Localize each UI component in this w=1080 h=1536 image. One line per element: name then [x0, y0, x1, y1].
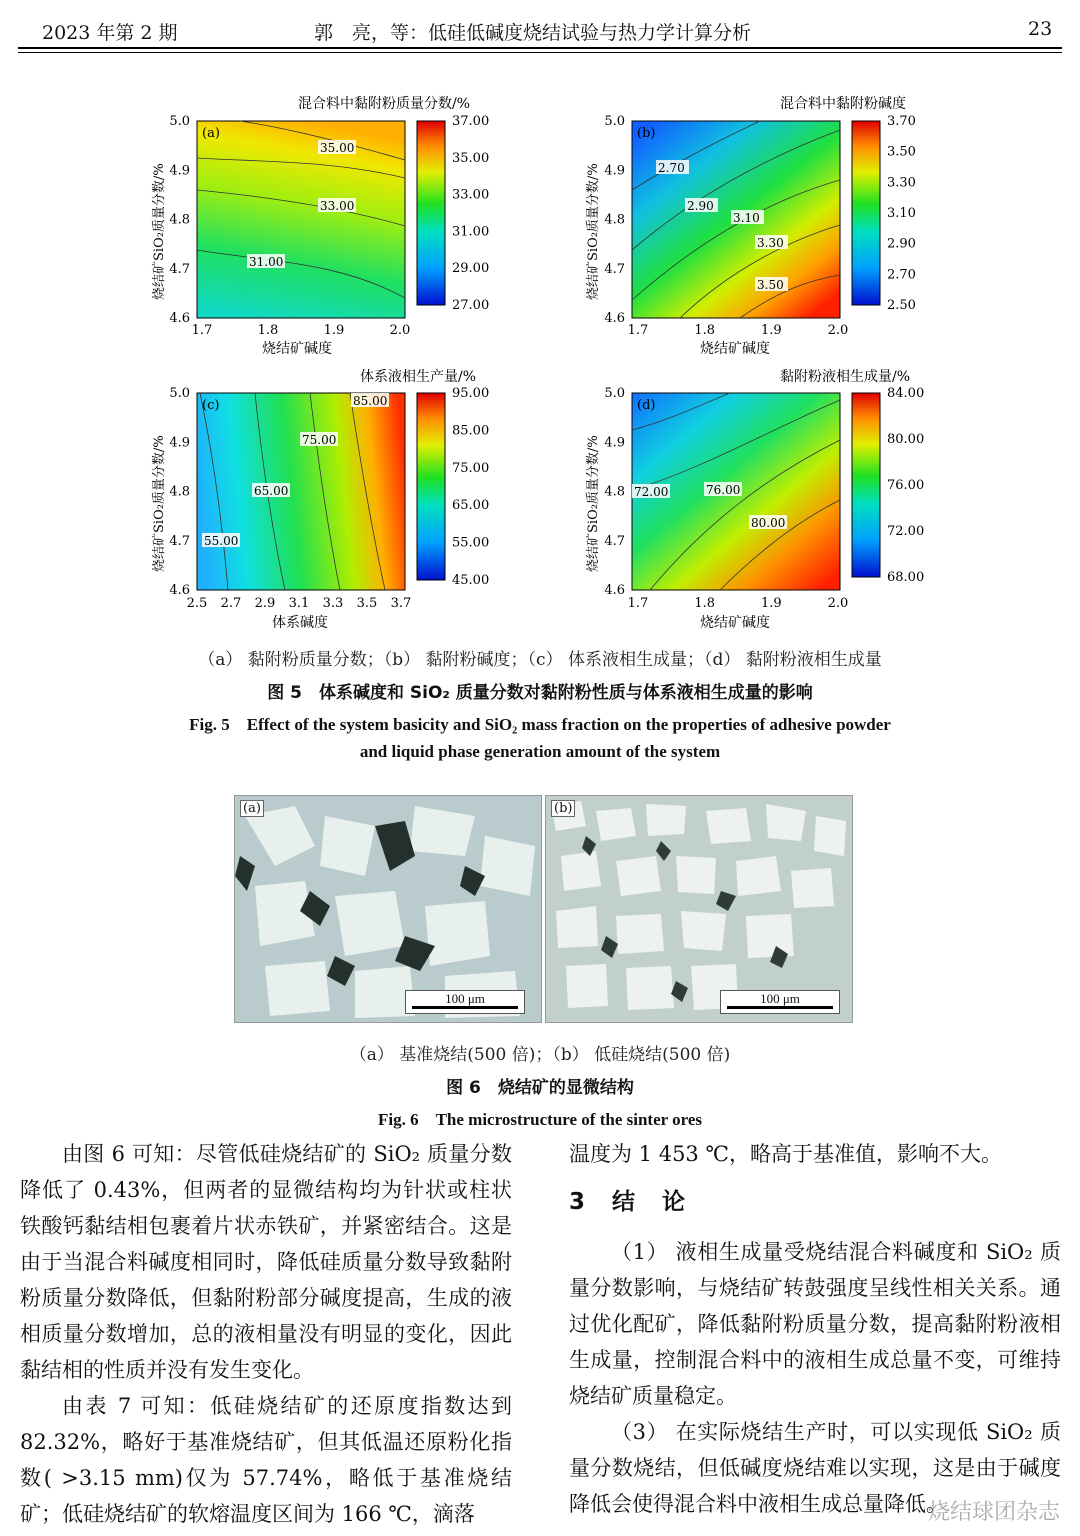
colorbar-tick-label: 3.30 [887, 175, 916, 191]
scale-bar-b [720, 990, 840, 1014]
y-tick-label: 4.6 [169, 311, 190, 326]
figure-5-contour-panels [0, 88, 1080, 728]
micrograph-b-tag: (b) [551, 800, 575, 817]
x-tick-label: 2.0 [827, 596, 849, 611]
scale-bar-b-label: 100 μm [760, 991, 800, 1006]
colorbar-tick-label: 3.10 [887, 206, 916, 221]
panel-c-label: 65.00 [254, 484, 289, 498]
watermark: 烧结球团杂志 [927, 1500, 1060, 1525]
y-tick-label: 4.8 [169, 484, 190, 500]
x-tick-label: 2.9 [254, 596, 276, 611]
y-tick-label: 4.9 [604, 435, 625, 451]
header-page-number: 23 [1028, 18, 1053, 40]
header-issue: 2023 年第 2 期 [42, 22, 178, 44]
colorbar-tick-label: 31.00 [452, 224, 490, 240]
panel-d-ylabel: 烧结矿SiO₂质量分数/% [586, 435, 601, 572]
y-tick-label: 4.9 [169, 163, 190, 179]
header-title: 郭 亮，等：低硅低碱度烧结试验与热力学计算分析 [314, 22, 752, 44]
colorbar-tick-label: 2.70 [887, 267, 916, 283]
panel-a-label: 35.00 [320, 141, 355, 155]
y-tick-label: 4.8 [169, 212, 190, 228]
panel-a-plot [197, 121, 405, 318]
colorbar-tick-label: 2.50 [887, 298, 916, 313]
panel-a-title: 混合料中黏附粉质量分数/% [298, 96, 471, 112]
colorbar-tick-label: 95.00 [452, 386, 490, 401]
panel-c-label: 55.00 [204, 534, 239, 548]
y-tick-label: 4.9 [169, 435, 190, 451]
y-tick-label: 4.6 [604, 311, 625, 326]
colorbar-tick-label: 29.00 [452, 261, 490, 277]
y-tick-label: 4.7 [169, 261, 190, 277]
panel-b-label: 2.70 [658, 161, 685, 175]
colorbar-tick-label: 33.00 [452, 187, 490, 203]
y-tick-label: 5.0 [169, 114, 190, 129]
panel-c-tag: (c) [202, 398, 220, 413]
y-tick-label: 5.0 [604, 114, 625, 129]
y-tick-label: 5.0 [169, 386, 190, 401]
panel-b [585, 95, 916, 357]
panel-a-ylabel: 烧结矿SiO₂质量分数/% [152, 163, 167, 300]
x-tick-label: 1.7 [191, 323, 213, 338]
y-tick-label: 4.8 [604, 484, 625, 500]
y-tick-label: 5.0 [604, 386, 625, 401]
y-tick-label: 4.7 [169, 533, 190, 549]
y-tick-label: 4.7 [604, 533, 625, 549]
fig5-caption-cn: 图 5 体系碱度和 SiO₂ 质量分数对黏附粉性质与体系液相生成量的影响 [267, 683, 813, 703]
x-tick-label: 1.9 [760, 323, 782, 338]
panel-b-title: 混合料中黏附粉碱度 [780, 96, 906, 112]
paragraph: 温度为 1 453 ℃，略高于基准值，影响不大。 [569, 1142, 1002, 1166]
panel-c-plot [197, 393, 405, 590]
fig5-caption-en: Fig. 5 Effect of the system basicity and SiO₂ mass fraction on the properties of adhesive powder [189, 715, 891, 734]
colorbar-tick-label: 72.00 [887, 524, 925, 539]
micrograph-a-image [235, 796, 541, 1022]
panel-c-ylabel: 烧结矿SiO₂质量分数/% [152, 435, 167, 572]
panel-c-title: 体系液相生产量/% [360, 369, 477, 385]
panel-d [585, 368, 924, 631]
micrograph-a-tag: (a) [240, 800, 264, 817]
header-rule-thin [18, 52, 1062, 53]
body-left-column [20, 1136, 512, 1532]
colorbar-tick-label: 65.00 [452, 498, 490, 514]
colorbar-tick-label: 76.00 [887, 478, 925, 493]
colorbar-tick-label: 2.90 [887, 236, 916, 252]
y-tick-label: 4.9 [604, 163, 625, 179]
colorbar-tick-label: 45.00 [452, 573, 490, 588]
panel-c-xlabel: 体系碱度 [272, 615, 328, 631]
colorbar-tick-label: 85.00 [452, 423, 490, 439]
panel-d-label: 76.00 [706, 483, 741, 497]
panel-a-label: 31.00 [249, 255, 284, 269]
fig6-caption-cn: 图 6 烧结矿的显微结构 [446, 1078, 634, 1098]
y-tick-label: 4.6 [169, 583, 190, 598]
panel-a-xlabel: 烧结矿碱度 [262, 341, 332, 357]
x-tick-label: 1.8 [694, 323, 716, 338]
x-tick-label: 3.7 [390, 596, 412, 611]
panel-b-label: 3.50 [757, 278, 784, 292]
y-tick-label: 4.7 [604, 261, 625, 277]
x-tick-label: 2.0 [827, 323, 849, 338]
paragraph: （1） 液相生成量受烧结混合料碱度和 SiO₂ 质量分数影响，与烧结矿转鼓强度呈线性相关关系。通过优化配矿，降低黏附粉质量分数，提高黏附粉液相生成量，控制混合料中的液相生成总量不变，可维持烧结矿质量稳定。 [569, 1240, 1061, 1408]
colorbar-tick-label: 35.00 [452, 150, 490, 166]
colorbar-tick-label: 80.00 [887, 432, 925, 447]
micrograph-b [545, 795, 853, 1023]
colorbar-tick-label: 68.00 [887, 570, 925, 585]
x-tick-label: 3.1 [288, 596, 310, 611]
fig6-caption-en: Fig. 6 The microstructure of the sinter ores [377, 1110, 703, 1129]
panel-b-xlabel: 烧结矿碱度 [700, 341, 770, 357]
body-right-column [569, 1136, 1061, 1522]
header-rule [18, 47, 1062, 49]
panel-b-label: 3.10 [733, 211, 760, 225]
x-tick-label: 3.3 [322, 596, 344, 611]
x-tick-label: 2.0 [389, 323, 411, 338]
panel-d-label: 80.00 [751, 516, 786, 530]
panel-b-tag: (b) [637, 126, 656, 141]
paragraph: 由图 6 可知：尽管低硅烧结矿的 SiO₂ 质量分数降低了 0.43%，但两者的显微结构均为针状或柱状铁酸钙黏结相包裹着片状赤铁矿，并紧密结合。这是由于当混合料碱度相同时，降低硅质量分数导致黏附粉质量分数降低，但黏附粉部分碱度提高，生成的液相质量分数增加，总的液相量没有明显的变化，因此黏结相的性质并没有发生变化。 [20, 1142, 512, 1382]
x-tick-label: 1.9 [760, 596, 782, 611]
paragraph: 由表 7 可知：低硅烧结矿的还原度指数达到 82.32%，略好于基准烧结矿，但其低温还原粉化指数( >3.15 mm)仅为 57.74%，略低于基准烧结矿；低硅烧结矿的软熔温度区间为 166 ℃，滴落 [20, 1394, 512, 1526]
panel-a-tag: (a) [202, 126, 220, 141]
paragraph: （3） 在实际烧结生产时，可以实现低 SiO₂ 质量分数烧结，但低碱度烧结难以实现，这是由于碱度降低会使得混合料中液相生成总量降低。 [569, 1420, 1061, 1516]
micrograph-b-image [546, 796, 852, 1022]
colorbar-tick-label: 37.00 [452, 114, 490, 129]
x-tick-label: 1.7 [627, 596, 649, 611]
x-tick-label: 2.5 [186, 596, 208, 611]
x-tick-label: 1.8 [694, 596, 716, 611]
x-tick-label: 3.5 [356, 596, 378, 611]
colorbar-tick-label: 3.70 [887, 114, 916, 129]
panel-b-ylabel: 烧结矿SiO₂质量分数/% [586, 163, 601, 300]
panel-c-label: 75.00 [302, 433, 337, 447]
panel-a-colorbar [417, 121, 445, 305]
panel-d-label: 72.00 [634, 485, 669, 499]
section-heading: 3 结 论 [569, 1189, 688, 1215]
x-tick-label: 1.8 [257, 323, 279, 338]
colorbar-tick-label: 75.00 [452, 460, 490, 476]
colorbar-tick-label: 55.00 [452, 535, 490, 551]
scale-bar-a-label: 100 μm [445, 991, 485, 1006]
y-tick-label: 4.8 [604, 212, 625, 228]
panel-c-colorbar [417, 393, 445, 580]
panel-d-title: 黏附粉液相生成量/% [780, 369, 911, 385]
panel-d-colorbar [852, 393, 880, 577]
panel-b-label: 3.30 [757, 236, 784, 250]
panel-d-tag: (d) [637, 398, 656, 413]
x-tick-label: 2.7 [220, 596, 242, 611]
x-tick-label: 1.9 [323, 323, 345, 338]
panel-a [151, 95, 489, 357]
panel-c-label: 85.00 [353, 394, 388, 408]
colorbar-tick-label: 3.50 [887, 144, 916, 160]
x-tick-label: 1.7 [627, 323, 649, 338]
colorbar-tick-label: 27.00 [452, 298, 490, 313]
panel-a-label: 33.00 [320, 199, 355, 213]
colorbar-tick-label: 84.00 [887, 386, 925, 401]
micrograph-a [234, 795, 542, 1023]
y-tick-label: 4.6 [604, 583, 625, 598]
fig5-caption-en-line2: and liquid phase generation amount of the system [359, 742, 721, 761]
fig6-subcaption: （a） 基准烧结(500 倍)；（b） 低硅烧结(500 倍) [349, 1045, 731, 1065]
panel-c [151, 368, 489, 631]
fig5-subcaption: （a） 黏附粉质量分数；（b） 黏附粉碱度；（c） 体系液相生成量；（d） 黏附粉液相生成量 [198, 650, 882, 670]
panel-b-label: 2.90 [687, 199, 714, 213]
scale-bar-a [405, 990, 525, 1014]
panel-d-xlabel: 烧结矿碱度 [700, 615, 770, 631]
panel-b-colorbar [852, 121, 880, 305]
